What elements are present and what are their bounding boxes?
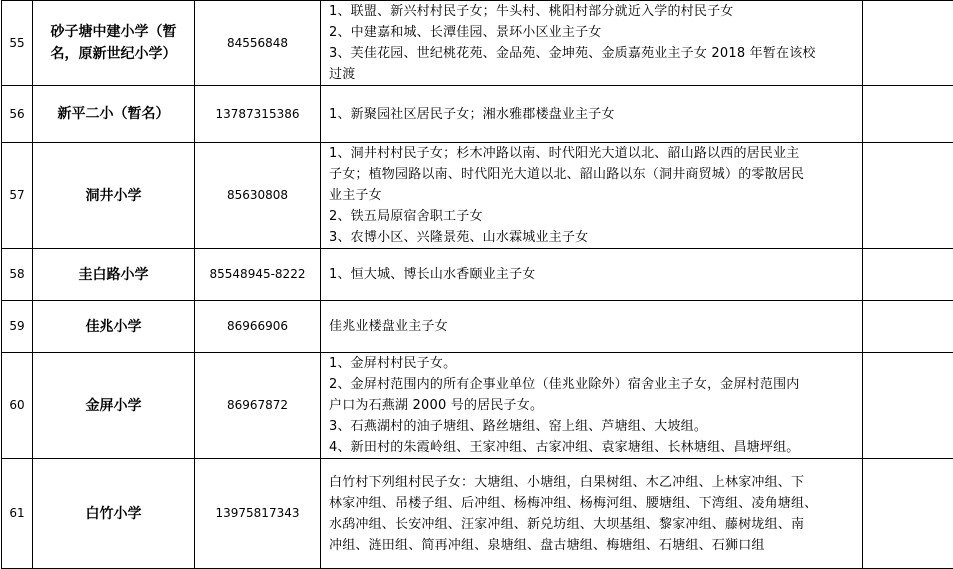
scope-line: 3、石燕湖村的油子塘组、路丝塘组、窑上组、芦塘组、大坡组。 [329, 416, 856, 437]
scope-line: 2、铁五局原宿舍职工子女 [329, 206, 856, 227]
table-row [2, 1, 953, 86]
enrollment-scope [321, 1, 863, 86]
table-row [2, 353, 953, 459]
remarks-cell [863, 459, 953, 569]
scope-line: 佳兆业楼盘业主子女 [329, 316, 856, 337]
scope-line: 2、金屏村范围内的所有企事业单位（佳兆业除外）宿舍业主子女，金屏村范围内 [329, 374, 856, 395]
row-number: 56 [2, 86, 33, 143]
phone-number: 85630808 [195, 143, 321, 249]
remarks-cell [863, 143, 953, 249]
scope-line: 水鸹冲组、长安冲组、汪家冲组、新兑坊组、大坝基组、黎家冲组、藤树垅组、南 [329, 514, 856, 535]
school-name: 金屏小学 [33, 353, 195, 459]
scope-line: 1、联盟、新兴村村民子女；牛头村、桃阳村部分就近入学的村民子女 [329, 1, 856, 22]
phone-number: 13975817343 [195, 459, 321, 569]
scope-line: 4、新田村的朱霞岭组、王家冲组、古家冲组、袁家塘组、长林塘组、昌塘坪组。 [329, 437, 856, 458]
enrollment-scope [321, 249, 863, 301]
phone-number: 86966906 [195, 301, 321, 353]
scope-line: 1、洞井村村民子女；杉木冲路以南、时代阳光大道以北、韶山路以西的居民业主 [329, 143, 856, 164]
table-row [2, 143, 953, 249]
enrollment-scope [321, 353, 863, 459]
phone-number: 84556848 [195, 1, 321, 86]
scope-line: 3、农博小区、兴隆景苑、山水霖城业主子女 [329, 227, 856, 248]
scope-line: 过渡 [329, 64, 856, 85]
table-row [2, 249, 953, 301]
table-row [2, 86, 953, 143]
row-number: 60 [2, 353, 33, 459]
remarks-cell [863, 1, 953, 86]
enrollment-scope [321, 143, 863, 249]
school-name: 洞井小学 [33, 143, 195, 249]
school-name: 佳兆小学 [33, 301, 195, 353]
scope-line: 子女；植物园路以南、时代阳光大道以北、韶山路以东（洞井商贸城）的零散居民 [329, 164, 856, 185]
enrollment-scope [321, 459, 863, 569]
scope-line: 1、新聚园社区居民子女；湘水雅郡楼盘业主子女 [329, 104, 856, 125]
phone-number: 86967872 [195, 353, 321, 459]
scope-line: 白竹村下列组村民子女：大塘组、小塘组，白果树组、木乙冲组、上林家冲组、下 [329, 472, 856, 493]
table-row [2, 459, 953, 569]
remarks-cell [863, 86, 953, 143]
row-number: 58 [2, 249, 33, 301]
phone-number: 85548945-8222 [195, 249, 321, 301]
remarks-cell [863, 353, 953, 459]
school-name: 白竹小学 [33, 459, 195, 569]
remarks-cell [863, 301, 953, 353]
school-district-table [1, 0, 953, 569]
scope-line: 1、恒大城、博长山水香颐业主子女 [329, 264, 856, 285]
row-number: 61 [2, 459, 33, 569]
row-number: 55 [2, 1, 33, 86]
phone-number: 13787315386 [195, 86, 321, 143]
scope-line: 业主子女 [329, 185, 856, 206]
row-number: 59 [2, 301, 33, 353]
row-number: 57 [2, 143, 33, 249]
scope-line: 1、金屏村村民子女。 [329, 353, 856, 374]
enrollment-scope [321, 86, 863, 143]
table-row [2, 301, 953, 353]
enrollment-scope [321, 301, 863, 353]
scope-line: 林家冲组、吊楼子组、后冲组、杨梅冲组、杨梅河组、腰塘组、下湾组、凌角塘组、 [329, 493, 856, 514]
scope-line: 2、中建嘉和城、长潭佳园、景环小区业主子女 [329, 22, 856, 43]
school-name: 圭白路小学 [33, 249, 195, 301]
scope-line: 3、芙佳花园、世纪桃花苑、金品苑、金坤苑、金质嘉苑业主子女 2018 年暂在该校 [329, 43, 856, 64]
remarks-cell [863, 249, 953, 301]
scope-line: 冲组、涟田组、简再冲组、泉塘组、盘古塘组、梅塘组、石塘组、石狮口组 [329, 535, 856, 556]
school-name: 砂子塘中建小学（暂名，原新世纪小学） [33, 1, 195, 86]
scope-line: 户口为石燕湖 2000 号的居民子女。 [329, 395, 856, 416]
school-name: 新平二小（暂名） [33, 86, 195, 143]
